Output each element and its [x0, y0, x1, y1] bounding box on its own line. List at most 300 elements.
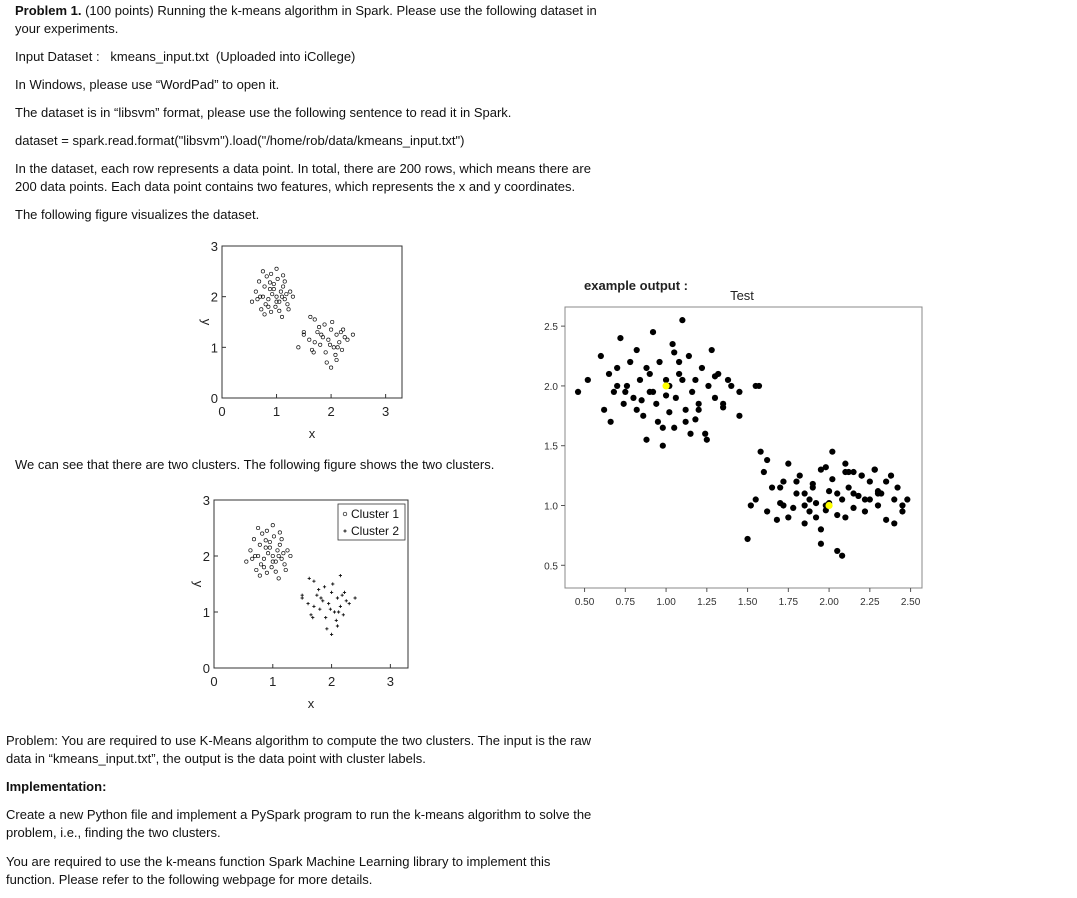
data-point-circle: [265, 529, 268, 532]
data-point: [862, 508, 868, 514]
data-point-plus: [323, 585, 326, 588]
implementation-line-1: Create a new Python file and implement a PySpark program to run the k-means algorithm to solve the: [6, 807, 592, 822]
data-point: [622, 389, 628, 395]
implementation-line-2: problem, i.e., finding the two clusters.: [6, 825, 221, 840]
data-point-circle: [254, 290, 257, 293]
data-point: [699, 365, 705, 371]
data-point-plus: [345, 599, 348, 602]
data-point: [663, 377, 669, 383]
data-point-circle: [324, 351, 327, 354]
data-point: [764, 457, 770, 463]
data-point: [785, 461, 791, 467]
data-point-circle: [346, 338, 349, 341]
data-point-circle: [285, 292, 288, 295]
data-point-plus: [330, 633, 333, 636]
y-tick-label: 0: [210, 391, 218, 406]
data-point: [687, 431, 693, 437]
data-point: [891, 496, 897, 502]
data-point-plus: [331, 582, 334, 585]
data-point: [839, 553, 845, 559]
data-point-circle: [329, 328, 332, 331]
data-point-circle: [335, 333, 338, 336]
data-point: [904, 496, 910, 502]
data-point-circle: [263, 313, 266, 316]
data-point: [774, 517, 780, 523]
x-tick-label: 2.00: [819, 597, 839, 608]
data-point: [575, 389, 581, 395]
data-point: [676, 359, 682, 365]
input-value: kmeans_input.txt (Uploaded into iCollege): [110, 49, 356, 64]
data-point-circle: [287, 308, 290, 311]
rows-line-2: 200 data points. Each data point contains two features, which represents the x and y coordinates.: [15, 179, 576, 194]
data-point: [736, 413, 742, 419]
dataset-scatter-chart: [180, 236, 440, 448]
data-point-circle: [268, 546, 271, 549]
data-point-circle: [280, 295, 283, 298]
data-point: [627, 359, 633, 365]
x-tick-label: 1: [272, 404, 281, 419]
problem-text: (100 points) Running the k-means algorithm in Spark. Please use the following dataset in: [85, 3, 597, 18]
data-point-circle: [249, 549, 252, 552]
y-tick-label: 0: [202, 661, 210, 676]
legend-label-cluster-1: Cluster 1: [351, 507, 400, 521]
data-point: [679, 377, 685, 383]
x-tick-label: 2: [327, 674, 336, 689]
data-point: [712, 395, 718, 401]
data-point: [692, 416, 698, 422]
data-point-circle: [278, 309, 281, 312]
data-point-circle: [262, 566, 265, 569]
clusters-intro: We can see that there are two clusters. The following figure shows the two clusters.: [15, 457, 495, 472]
data-point: [846, 484, 852, 490]
x-tick-label: 2.50: [900, 597, 921, 608]
y-tick-label: 1.0: [544, 501, 558, 513]
data-point-plus: [318, 608, 321, 611]
data-point: [676, 371, 682, 377]
data-point: [829, 449, 835, 455]
y-tick-label: 2: [202, 549, 210, 564]
data-point-circle: [275, 295, 278, 298]
data-point-circle: [328, 343, 331, 346]
data-point-plus: [321, 599, 324, 602]
data-point-circle: [325, 361, 328, 364]
clusters-scatter-chart: [180, 488, 440, 716]
data-point-circle: [332, 346, 335, 349]
input-label: Input Dataset :: [15, 49, 100, 64]
data-point: [656, 359, 662, 365]
data-point: [769, 484, 775, 490]
data-point-circle: [269, 310, 272, 313]
data-point: [883, 517, 889, 523]
data-point-circle: [270, 292, 273, 295]
data-point-plus: [311, 616, 314, 619]
y-tick-label: 2.5: [544, 322, 558, 334]
data-point: [637, 377, 643, 383]
data-point: [686, 353, 692, 359]
data-point-plus: [317, 588, 320, 591]
data-point-circle: [281, 285, 284, 288]
data-point-circle: [276, 549, 279, 552]
data-point: [806, 496, 812, 502]
example-output-label: example output :: [584, 278, 689, 293]
data-point: [780, 502, 786, 508]
data-point-circle: [258, 574, 261, 577]
data-point: [883, 478, 889, 484]
x-tick-label: 3: [386, 674, 394, 689]
data-point-plus: [324, 616, 327, 619]
problem-statement-1: Problem: You are required to use K-Means algorithm to compute the two clusters. The input is the raw: [6, 733, 592, 748]
data-point: [696, 407, 702, 413]
data-point: [875, 502, 881, 508]
data-point-circle: [265, 571, 268, 574]
data-point-circle: [261, 270, 264, 273]
data-point: [643, 365, 649, 371]
implementation-heading: Implementation:: [6, 779, 107, 794]
data-point: [671, 349, 677, 355]
problem-label: Problem 1.: [15, 3, 82, 18]
data-point-circle: [262, 557, 265, 560]
data-point: [842, 461, 848, 467]
data-point-circle: [272, 287, 275, 290]
data-point: [598, 353, 604, 359]
data-point-circle: [245, 560, 248, 563]
data-point-plus: [336, 596, 339, 599]
data-point: [720, 404, 726, 410]
data-point-circle: [251, 557, 254, 560]
data-point-circle: [278, 543, 281, 546]
data-point: [777, 484, 783, 490]
data-point-circle: [264, 546, 267, 549]
data-point: [639, 397, 645, 403]
windows-note: In Windows, please use “WordPad” to open it.: [15, 77, 280, 92]
data-point-plus: [336, 624, 339, 627]
code-line: dataset = spark.read.format("libsvm").load("/home/rob/data/kmeans_input.txt"): [15, 133, 465, 148]
data-point: [705, 383, 711, 389]
data-point-circle: [268, 540, 271, 543]
data-point-plus: [341, 594, 344, 597]
y-tick-label: 2.0: [544, 381, 558, 393]
data-point-circle: [263, 285, 266, 288]
rows-line-1: In the dataset, each row represents a data point. In total, there are 200 rows, which means there are: [15, 161, 591, 176]
data-point: [850, 505, 856, 511]
y-tick-label: 1: [202, 605, 210, 620]
data-point: [785, 514, 791, 520]
data-point: [867, 478, 873, 484]
data-point: [650, 329, 656, 335]
data-point: [666, 409, 672, 415]
data-point: [859, 473, 865, 479]
data-point-plus: [343, 591, 346, 594]
data-point-plus: [308, 577, 311, 580]
data-point-circle: [264, 539, 267, 542]
data-point-plus: [325, 627, 328, 630]
data-point: [834, 548, 840, 554]
data-point-plus: [335, 619, 338, 622]
data-point: [744, 536, 750, 542]
data-point: [712, 373, 718, 379]
data-point-circle: [276, 277, 279, 280]
data-point-circle: [260, 308, 263, 311]
data-point-circle: [277, 577, 280, 580]
data-point-circle: [330, 320, 333, 323]
data-point: [806, 508, 812, 514]
y-axis-label: y: [191, 580, 206, 588]
data-point-plus: [353, 596, 356, 599]
data-point-circle: [308, 338, 311, 341]
data-point-plus: [337, 610, 340, 613]
data-point-circle: [341, 328, 344, 331]
data-point-circle: [268, 281, 271, 284]
data-point: [634, 347, 640, 353]
data-point: [621, 401, 627, 407]
data-point: [663, 392, 669, 398]
x-tick-label: 1.75: [778, 597, 799, 608]
data-point: [624, 383, 630, 389]
data-point-circle: [280, 315, 283, 318]
data-point-circle: [282, 552, 285, 555]
data-point-circle: [255, 568, 258, 571]
data-point-circle: [286, 303, 289, 306]
x-tick-label: 1.25: [697, 597, 717, 608]
data-point: [756, 383, 762, 389]
data-point-circle: [280, 538, 283, 541]
data-point: [818, 541, 824, 547]
x-tick-label: 3: [382, 404, 390, 419]
plot-frame: [222, 246, 402, 398]
data-point-circle: [289, 554, 292, 557]
data-point-circle: [256, 526, 259, 529]
data-point: [634, 407, 640, 413]
data-point-circle: [297, 346, 300, 349]
x-tick-label: 1: [269, 674, 277, 689]
data-point-circle: [261, 532, 264, 535]
figure-intro: The following figure visualizes the dataset.: [15, 207, 260, 222]
data-point: [655, 419, 661, 425]
data-point: [614, 383, 620, 389]
data-point-circle: [258, 543, 261, 546]
data-point: [650, 389, 656, 395]
data-point-plus: [301, 596, 304, 599]
data-point: [606, 371, 612, 377]
data-point: [692, 377, 698, 383]
y-axis-label: y: [199, 318, 214, 326]
data-point: [842, 469, 848, 475]
data-point-circle: [313, 341, 316, 344]
x-tick-label: 0.50: [574, 597, 595, 608]
data-point: [736, 389, 742, 395]
data-point: [839, 496, 845, 502]
data-point-plus: [329, 608, 332, 611]
data-point-circle: [351, 333, 354, 336]
library-line-1: You are required to use the k-means function Spark Machine Learning library to implement this: [6, 854, 551, 869]
data-point-circle: [283, 280, 286, 283]
data-point-circle: [280, 557, 283, 560]
data-point: [875, 490, 881, 496]
data-point: [585, 377, 591, 383]
data-point: [728, 383, 734, 389]
plot-frame: [565, 307, 922, 588]
data-point: [802, 490, 808, 496]
data-point-circle: [277, 554, 280, 557]
data-point: [608, 419, 614, 425]
library-line-2: function. Please refer to the following webpage for more details.: [6, 872, 373, 887]
x-axis-label: x: [307, 696, 315, 711]
data-point: [813, 514, 819, 520]
data-point-circle: [291, 295, 294, 298]
data-point-plus: [348, 602, 351, 605]
y-tick-label: 0.5: [544, 561, 558, 573]
data-point: [829, 476, 835, 482]
data-point: [702, 431, 708, 437]
data-point: [780, 478, 786, 484]
problem-statement-2: data in “kmeans_input.txt”, the output is the data point with cluster labels.: [6, 751, 426, 766]
data-point: [899, 502, 905, 508]
data-point-circle: [267, 305, 270, 308]
data-point: [810, 484, 816, 490]
data-point: [640, 413, 646, 419]
y-tick-label: 1: [210, 340, 218, 356]
data-point: [802, 502, 808, 508]
data-point: [891, 520, 897, 526]
data-point-circle: [327, 338, 330, 341]
data-point: [894, 484, 900, 490]
data-point-circle: [283, 563, 286, 566]
data-point: [653, 401, 659, 407]
problem-text-cont: your experiments.: [15, 21, 119, 36]
data-point-circle: [271, 554, 274, 557]
data-point-circle: [259, 563, 262, 566]
data-point: [669, 341, 675, 347]
data-point: [647, 371, 653, 377]
y-tick-label: 2: [210, 289, 218, 305]
data-point: [601, 407, 607, 413]
legend-label-cluster-2: Cluster 2: [351, 524, 400, 538]
data-point: [660, 443, 666, 449]
cluster-center-point: [662, 382, 669, 389]
data-point: [793, 478, 799, 484]
data-point: [862, 496, 868, 502]
x-tick-label: 0: [218, 404, 226, 419]
data-point-plus: [333, 610, 336, 613]
data-point: [683, 407, 689, 413]
data-point-circle: [269, 272, 272, 275]
x-tick-label: 0: [210, 674, 218, 689]
data-point-circle: [281, 274, 284, 277]
data-point-plus: [309, 613, 312, 616]
data-point-circle: [336, 346, 339, 349]
data-point-circle: [323, 323, 326, 326]
data-point-circle: [272, 535, 275, 538]
data-point-plus: [319, 596, 322, 599]
data-point: [834, 512, 840, 518]
data-point-circle: [256, 298, 259, 301]
data-point: [617, 335, 623, 341]
data-point-plus: [330, 591, 333, 594]
data-point: [673, 395, 679, 401]
x-tick-label: 2: [327, 404, 335, 419]
cluster-center-point: [825, 502, 832, 509]
x-axis-label: x: [308, 426, 316, 441]
format-note: The dataset is in “libsvm” format, please use the following sentence to read it in Spark.: [15, 105, 512, 120]
data-point: [818, 526, 824, 532]
data-point: [872, 467, 878, 473]
data-point: [696, 401, 702, 407]
data-point: [813, 500, 819, 506]
data-point-plus: [306, 602, 309, 605]
data-point-plus: [342, 613, 345, 616]
data-point: [748, 502, 754, 508]
data-point: [725, 377, 731, 383]
data-point-circle: [313, 318, 316, 321]
input-dataset-line: [15, 48, 355, 66]
y-tick-label: 3: [210, 239, 218, 254]
data-point-circle: [317, 325, 320, 328]
data-point-plus: [339, 605, 342, 608]
data-point: [850, 490, 856, 496]
data-point: [704, 437, 710, 443]
data-point-circle: [274, 570, 277, 573]
data-point-circle: [284, 568, 287, 571]
data-point: [793, 490, 799, 496]
data-point: [753, 496, 759, 502]
data-point-plus: [327, 602, 330, 605]
data-point-circle: [279, 290, 282, 293]
data-point-circle: [278, 531, 281, 534]
x-tick-label: 1.00: [656, 597, 676, 608]
data-point-plus: [339, 574, 342, 577]
data-point: [630, 395, 636, 401]
data-point: [689, 389, 695, 395]
data-point-circle: [312, 351, 315, 354]
data-point-circle: [272, 282, 275, 285]
data-point: [823, 464, 829, 470]
data-point: [761, 469, 767, 475]
data-point-circle: [329, 366, 332, 369]
x-tick-label: 0.75: [615, 597, 636, 608]
data-point: [683, 419, 689, 425]
data-point-circle: [302, 330, 305, 333]
data-point-circle: [265, 275, 268, 278]
data-point-circle: [340, 348, 343, 351]
data-point-circle: [268, 287, 271, 290]
data-point-circle: [334, 353, 337, 356]
example-output-chart: [530, 272, 930, 612]
data-point-circle: [252, 538, 255, 541]
y-tick-label: 1.5: [544, 441, 558, 453]
data-point: [709, 347, 715, 353]
data-point-plus: [315, 594, 318, 597]
y-tick-label: 3: [202, 493, 210, 508]
data-point: [764, 508, 770, 514]
data-point: [643, 437, 649, 443]
data-point: [671, 425, 677, 431]
x-tick-label: 1.50: [737, 597, 758, 608]
data-point-circle: [286, 549, 289, 552]
data-point: [679, 317, 685, 323]
data-point-circle: [288, 290, 291, 293]
data-point-circle: [309, 315, 312, 318]
data-point-circle: [271, 524, 274, 527]
data-point: [660, 425, 666, 431]
data-point-circle: [267, 298, 270, 301]
data-point: [899, 508, 905, 514]
data-point: [826, 488, 832, 494]
chart-title: Test: [730, 288, 754, 303]
data-point-circle: [274, 305, 277, 308]
data-point-circle: [338, 341, 341, 344]
data-point: [797, 473, 803, 479]
data-point-plus: [312, 605, 315, 608]
